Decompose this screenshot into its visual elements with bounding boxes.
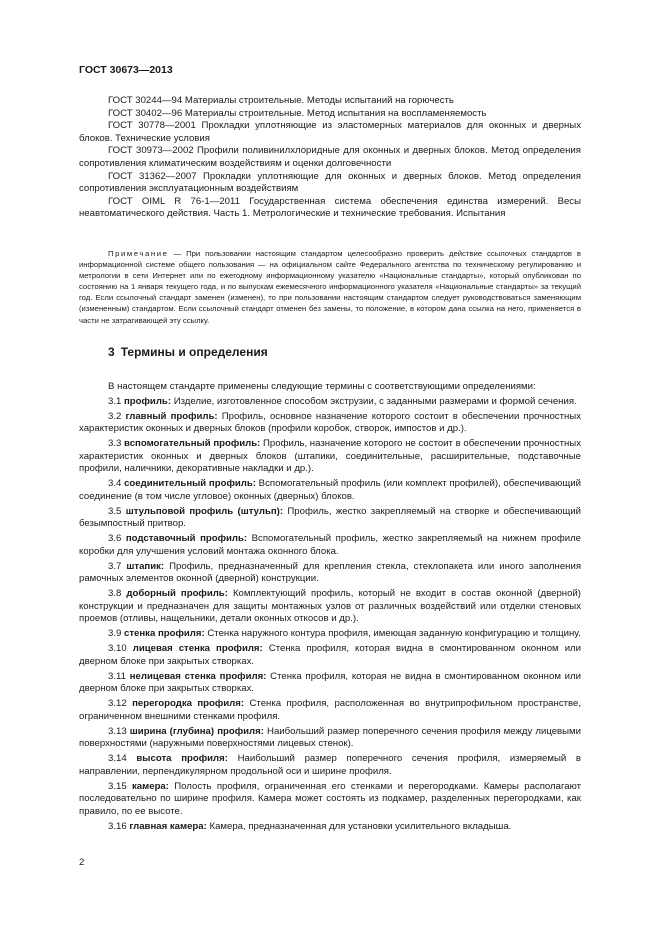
terms-intro: В настоящем стандарте применены следующие термины с соответствующими определениями: <box>108 381 536 392</box>
term-item <box>79 588 581 626</box>
reference-item: ГОСТ 30778—2001 Прокладки уплотняющие из эластомерных материалов для оконных и дверных блоков. Технические условия <box>79 120 581 144</box>
reference-item: ГОСТ OIML R 76-1—2011 Государственная система обеспечения единства измерений. Весы неавтоматического действия. Часть 1. Метрологические и технические требования. Испытания <box>79 195 581 220</box>
term-number: 3.5 <box>108 505 122 517</box>
term-item <box>79 753 581 778</box>
term-item <box>79 438 581 476</box>
term-item <box>79 533 581 558</box>
term-definition: Стенка профиля, которая не видна в смонтированном оконном или дверном блоке при закрытых створках. <box>79 670 582 695</box>
term-number: 3.8 <box>108 588 122 600</box>
term-item <box>79 781 581 819</box>
term-name: доборный профиль: <box>126 588 228 600</box>
term-definition: Профиль, предназначенный для крепления стекла, стеклопакета или иного заполнения рамочных элементов оконной (дверной) конструкции. <box>79 560 582 585</box>
term-item <box>79 478 581 503</box>
term-number: 3.9 <box>108 628 122 640</box>
term-item <box>79 396 581 409</box>
note-paragraph <box>79 248 581 326</box>
reference-item: ГОСТ 30973—2002 Профили поливинилхлоридные для оконных и дверных блоков. Метод определения сопротивления климатическим воздействиям и оценки долговечности <box>79 145 581 169</box>
term-name: главная камера: <box>129 820 207 832</box>
note-label: Примечание <box>108 249 169 258</box>
term-definition: Вспомогательный профиль, жестко закрепляемый на нижнем профиле коробки для улучшения условий монтажа оконного блока. <box>79 533 582 557</box>
term-item <box>79 821 581 834</box>
term-number: 3.1 <box>108 395 122 407</box>
term-name: вспомогательный профиль: <box>124 438 261 450</box>
term-definition: Вспомогательный профиль (или комплект профилей), обеспечивающий соединение (в том числе угловое) оконных (дверных) блоков. <box>79 478 581 502</box>
term-definition: Стенка наружного контура профиля, имеющая заданную конфигурацию и толщину. <box>207 628 581 640</box>
document-header: ГОСТ 30673—2013 <box>79 64 173 76</box>
term-name: стенка профиля: <box>124 628 205 640</box>
term-name: штапик: <box>126 560 165 572</box>
term-number: 3.2 <box>108 410 122 422</box>
term-name: ширина (глубина) профиля: <box>129 725 264 737</box>
term-number: 3.4 <box>108 478 122 490</box>
term-number: 3.10 <box>108 643 127 655</box>
term-name: подставочный профиль: <box>125 533 248 545</box>
term-definition: Стенка профиля, которая видна в смонтированном оконном или дверном блоке при закрытых створках. <box>79 643 582 667</box>
term-item <box>79 561 581 586</box>
reference-item: ГОСТ 30402—96 Материалы строительные. Метод испытания на воспламеняемость <box>108 107 487 119</box>
terms-list <box>79 381 581 836</box>
term-number: 3.3 <box>108 438 122 450</box>
term-item <box>79 726 581 751</box>
term-definition: Полость профиля, ограниченная его стенками и перегородками. Камеры располагают последовательно по ширине профиля. Камера может состоять из подкамер, разделенных перегородками, как правило, по ее высоте. <box>79 780 581 817</box>
term-number: 3.13 <box>108 725 127 737</box>
term-definition: Профиль, жестко закрепляемый на створке и обеспечивающий безымпостный притвор. <box>79 505 581 530</box>
term-definition: Изделие, изготовленное способом экструзии, с заданными размерами и формой сечения. <box>173 395 577 407</box>
term-number: 3.12 <box>108 698 127 710</box>
term-number: 3.6 <box>108 533 122 545</box>
term-number: 3.14 <box>108 753 127 765</box>
term-number: 3.15 <box>108 780 127 792</box>
term-name: профиль: <box>124 395 172 407</box>
term-item <box>79 628 581 641</box>
term-name: камера: <box>132 780 169 792</box>
term-item <box>79 411 581 436</box>
term-name: высота профиля: <box>136 753 228 765</box>
term-number: 3.11 <box>108 670 126 682</box>
reference-item: ГОСТ 30244—94 Материалы строительные. Методы испытаний на горючесть <box>108 95 454 106</box>
term-item <box>79 698 581 723</box>
term-name: главный профиль: <box>125 410 218 422</box>
term-name: перегородка профиля: <box>132 698 245 710</box>
term-number: 3.16 <box>108 820 127 832</box>
term-number: 3.7 <box>108 560 122 572</box>
term-item <box>79 643 581 668</box>
references-list <box>79 95 581 221</box>
note-block <box>79 248 581 326</box>
section-number: 3 <box>108 345 115 359</box>
term-definition: Комплектующий профиль, который не входит в состав оконной (дверной) конструкции и предназначен для защиты монтажных узлов от различных воздействий или отделки стеновых проемов (отливы, нащельники, детали оконных откосов и др.). <box>79 588 581 625</box>
term-item <box>79 506 581 531</box>
page-number: 2 <box>79 857 85 868</box>
section-heading <box>108 345 268 359</box>
term-definition: Стенка профиля, расположенная во внутрипрофильном пространстве, ограниченном внешними стенками профиля. <box>79 698 582 722</box>
term-name: штульповой профиль (штульп): <box>125 505 284 517</box>
term-name: нелицевая стенка профиля: <box>129 670 267 682</box>
term-item <box>79 671 581 696</box>
term-definition: Камера, предназначенная для установки усилительного вкладыша. <box>209 820 512 832</box>
term-name: лицевая стенка профиля: <box>132 643 263 655</box>
note-text: — При пользовании настоящим стандартом целесообразно проверить действие ссылочных стандартов в информационной системе общего пользования — на официальном сайте Федерального агентства по техническому регулированию и метрологии в сети Интернет или по ежегодному информационному указателю «Национальные стандарты», который опубликован по состоянию на 1 января текущего года, и по выпускам ежемесячного информационного указателя «Национальные стандарты» за текущий год. Если ссылочный стандарт заменен (изменен), то при пользовании настоящим стандартом следует руководствоваться заменяющим (измененным) стандартом. Если ссылочный стандарт отменен без замены, то положение, в котором дана ссылка на него, применяется в части не затрагивающей эту ссылку. <box>79 249 581 325</box>
term-definition: Профиль, основное назначение которого состоит в обеспечении прочностных характеристик оконных и дверных блоков (профили коробок, створок, импостов и др.). <box>79 410 581 435</box>
term-definition: Наибольший размер поперечного сечения профиля, измеряемый в направлении, перпендикулярном продольной оси и ширине профиля. <box>79 753 582 777</box>
reference-item: ГОСТ 31362—2007 Прокладки уплотняющие для оконных и дверных блоков. Метод определения сопротивления эксплуатационным воздействиям <box>79 170 581 195</box>
term-definition: Наибольший размер поперечного сечения профиля между лицевыми поверхностями (наружными поверхностями лицевых стенок). <box>79 725 581 750</box>
term-definition: Профиль, назначение которого не состоит в обеспечении прочностных характеристик оконных и дверных блоков (штапики, соединительные, расширительные, подставочные профили, наличники, декоративные накладки и др.). <box>79 438 581 475</box>
section-title: Термины и определения <box>120 345 268 359</box>
term-name: соединительный профиль: <box>124 478 256 490</box>
